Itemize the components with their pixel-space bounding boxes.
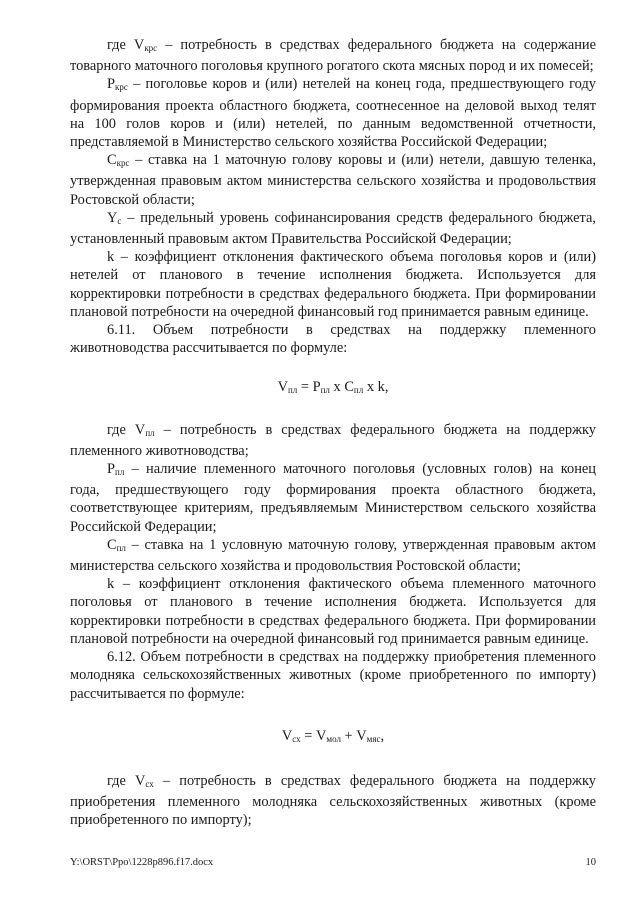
file-path: Y:\ORST\Ppo\1228p896.f17.docx bbox=[70, 857, 214, 868]
def-vkrs: где $V_{крс}$ – потребность в средствах федерального бюджета на содержание товарного маточного поголовья крупного рогатого скота мясных пород и их помесей; bbox=[70, 37, 596, 75]
def-pkrs: $P_{крс}$ – поголовье коров и (или) нетелей на конец года, предшествующего году формирования проекта областного бюджета, соотнесенное на деловой выход телят на 100 голов коров и (или) нетелей, по данным ведомственной отчетности, представляемой в Министерство сельского хозяйства Российской Федерации; bbox=[70, 76, 596, 151]
formula-breeding: $V_{пл} = P_{пл}$ x $C_{пл}$ x k, bbox=[277, 379, 389, 396]
symbol-ckrs: $C_{крс}$ bbox=[107, 152, 130, 169]
def-vpl: где $V_{пл}$ – потребность в средствах федерального бюджета на поддержку племенного животноводства; bbox=[70, 421, 596, 459]
symbol-cpl: $C_{пл}$ bbox=[107, 536, 126, 553]
def-ckrs: $C_{крс}$ – ставка на 1 маточную голову коровы и (или) нетели, давшую теленка, утвержденная правовым актом министерства сельского хозяйства и продовольствия Ростовской области; bbox=[70, 152, 596, 208]
where-word: где bbox=[107, 37, 134, 53]
def-cpl: $C_{пл}$ – ставка на 1 условную маточную голову, утвержденная правовым актом министерства сельского хозяйства и продовольствия Ростовской области; bbox=[70, 536, 596, 575]
where-word: где bbox=[107, 421, 135, 438]
def-k-breeding: k – коэффициент отклонения фактического объема племенного маточного поголовья от планового в течение исполнения бюджета. Используется для корректировки потребности в средствах федерального бюджета. При формировании плановой потребности на очередной финансовый год принимается равным единице. bbox=[70, 576, 596, 647]
where-word: где bbox=[107, 772, 136, 789]
def-yc: $Y_с$ – предельный уровень софинансирования средств федерального бюджета, установленный правовым актом Правительства Российской Федерации; bbox=[70, 209, 596, 248]
symbol-vpl: $V_{пл}$ bbox=[134, 421, 155, 438]
symbol-ppl: $P_{пл}$ bbox=[107, 461, 125, 478]
page-number: 10 bbox=[585, 857, 596, 868]
formula-young-stock: $V_{сх} = V_{мол} + V_{мяс}$, bbox=[281, 727, 385, 744]
def-k-cattle: k – коэффициент отклонения фактического объема поголовья коров и (или) нетелей от планового в течение исполнения бюджета. Используется для корректировки потребности в средствах федерального бюджета. При формировании плановой потребности на очередной финансовый год принимается равным единице. bbox=[70, 249, 596, 320]
symbol-vsx: $V_{сх}$ bbox=[135, 772, 154, 789]
symbol-vkrs: $V_{крс}$ bbox=[133, 37, 158, 53]
def-vsx: где $V_{сх}$ – потребность в средствах федерального бюджета на поддержку приобретения племенного молодняка сельскохозяйственных животных (кроме приобретенного по импорту); bbox=[70, 772, 596, 829]
symbol-yc: $Y_с$ bbox=[107, 209, 122, 226]
page-footer bbox=[70, 857, 596, 871]
symbol-pkrs: $P_{крс}$ bbox=[107, 76, 128, 93]
document-page bbox=[70, 36, 596, 830]
clause-6-12: 6.12. Объем потребности в средствах на поддержку приобретения племенного молодняка сельскохозяйственных животных (кроме приобретенного по импорту) рассчитывается по формуле: bbox=[70, 649, 596, 702]
def-ppl: $P_{пл}$ – наличие племенного маточного поголовья (условных голов) на конец года, предшествующего году формирования проекта областного бюджета, соответствующее критериям, предъявляемым Министерством сельского хозяйства Российской Федерации; bbox=[70, 461, 596, 535]
clause-6-11: 6.11. Объем потребности в средствах на поддержку племенного животноводства рассчитывается по формуле: bbox=[70, 322, 596, 357]
